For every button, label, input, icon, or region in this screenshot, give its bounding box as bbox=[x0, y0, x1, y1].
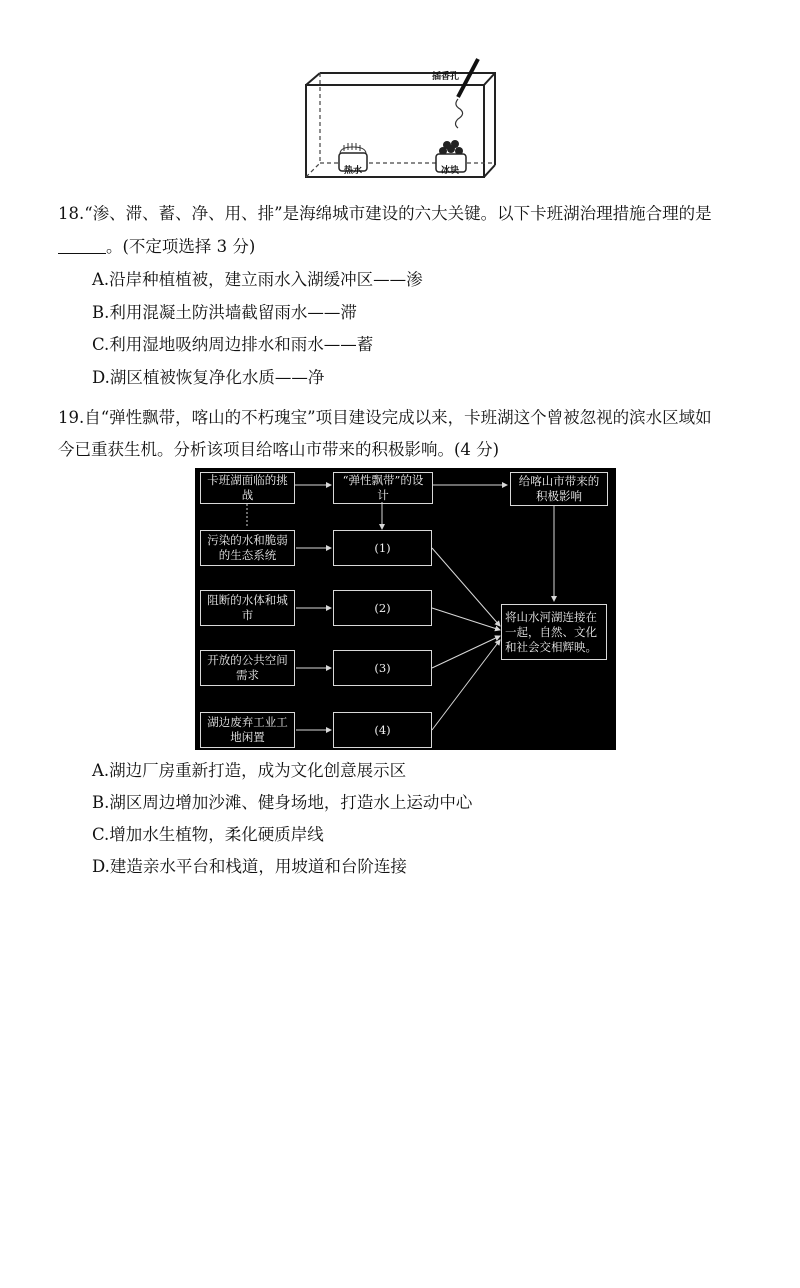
result-box: 将山水河湖连接在一起，自然、文化和社会交相辉映。 bbox=[501, 604, 607, 660]
q18-option-b[interactable]: B.利用混凝土防洪墙截留雨水——滞 bbox=[92, 303, 357, 322]
q18-option-d[interactable]: D.湖区植被恢复净化水质——净 bbox=[92, 368, 325, 387]
q18-stem-suffix: 。(不定项选择 3 分) bbox=[106, 237, 256, 256]
q19-option-b[interactable]: B.湖区周边增加沙滩、健身场地，打造水上运动中心 bbox=[92, 793, 473, 812]
project-flowchart bbox=[195, 468, 616, 750]
design-blank-1[interactable] bbox=[333, 530, 432, 566]
q19-option-d[interactable]: D.建造亲水平台和栈道，用坡道和台阶连接 bbox=[92, 857, 407, 876]
design-blank-2[interactable] bbox=[333, 590, 432, 626]
blank-number-2: (2) bbox=[374, 600, 391, 615]
q19-stem-line1: 19.自“弹性飘带，喀山的不朽瑰宝”项目建设完成以来，卡班湖这个曾被忽视的滨水区域如 bbox=[58, 408, 712, 427]
hot-water-label: 热水 bbox=[344, 166, 363, 176]
q19-option-a[interactable]: A.湖边厂房重新打造，成为文化创意展示区 bbox=[92, 761, 407, 780]
design-blank-4[interactable] bbox=[333, 712, 432, 748]
header-impact: 给喀山市带来的积极影响 bbox=[510, 472, 608, 506]
blank-number-4: (4) bbox=[374, 722, 391, 737]
header-design: “弹性飘带”的设计 bbox=[333, 472, 433, 504]
q18-option-a[interactable]: A.沿岸种植植被，建立雨水入湖缓冲区——渗 bbox=[92, 270, 423, 289]
challenge-2: 阻断的水体和城市 bbox=[200, 590, 295, 626]
header-challenges: 卡班湖面临的挑战 bbox=[200, 472, 295, 504]
blank-number-1: (1) bbox=[374, 540, 391, 555]
blank-number-3: (3) bbox=[374, 660, 391, 675]
experiment-box-figure bbox=[300, 55, 505, 185]
q19-stem-line2: 今已重获生机。分析该项目给喀山市带来的积极影响。(4 分) bbox=[58, 440, 500, 459]
challenge-4: 湖边废弃工业工地闲置 bbox=[200, 712, 295, 748]
answer-blank[interactable] bbox=[58, 237, 106, 254]
q18-stem-line1: 18.“渗、滞、蓄、净、用、排”是海绵城市建设的六大关键。以下卡班湖治理措施合理的是 bbox=[58, 204, 712, 223]
design-blank-3[interactable] bbox=[333, 650, 432, 686]
challenge-3: 开放的公共空间需求 bbox=[200, 650, 295, 686]
ice-label: 冰块 bbox=[441, 166, 460, 176]
q19-option-c[interactable]: C.增加水生植物，柔化硬质岸线 bbox=[92, 825, 324, 844]
challenge-1: 污染的水和脆弱的生态系统 bbox=[200, 530, 295, 566]
q18-stem-line2 bbox=[58, 236, 255, 258]
q18-option-c[interactable]: C.利用湿地吸纳周边排水和雨水——蓄 bbox=[92, 335, 374, 354]
incense-hole-label: 插香孔 bbox=[432, 72, 460, 82]
